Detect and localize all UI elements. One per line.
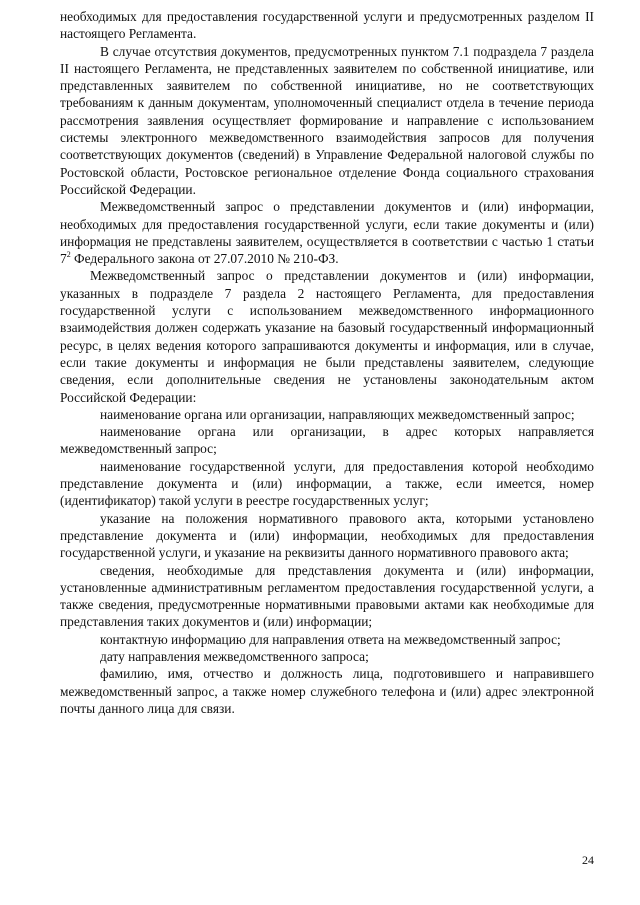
law-reference-text: Федерального закона от 27.07.2010 № 210-ФЗ. [70,251,339,267]
list-item: наименование государственной услуги, для предоставления которой необходимо представление документа и (или) информации, а также, если имеется, номер (идентификатор) такой услуги в реестре государственных услуг; [60,458,594,509]
list-item: дату направления межведомственного запроса; [100,648,369,664]
list-item: фамилию, имя, отчество и должность лица, подготовившего и направившего межведомственный запрос, а также номер служебного телефона и (или) адрес электронной почты данного лица для связи. [60,666,594,716]
paragraph-continuation: необходимых для предоставления государственной услуги и предусмотренных разделом II настоящего Регламента. [60,9,594,42]
page-number: 24 [582,853,594,867]
list-item: наименование органа или организации, в адрес которых направляется межведомственный запрос; [60,424,594,457]
list-item: контактную информацию для направления ответа на межведомственный запрос; [100,631,561,647]
list-item: сведения, необходимые для представления документа и (или) информации, установленные административным регламентом предоставления государственной услуги, а также сведения, предусмотренные нормативными правовыми актами как необходимые для представления таких документов и (или) информации; [60,562,594,630]
superscript-2: 2 [66,250,71,260]
list-item: указание на положения нормативного правового акта, которыми установлено представление документа и (или) информации, необходимых для предоставления государственной услуги, и указание на реквизиты данного нормативного правового акта; [60,510,594,561]
document-body [60,8,594,717]
list-item: наименование органа или организации, направляющих межведомственный запрос; [100,406,575,422]
paragraph-missing-documents: В случае отсутствия документов, предусмотренных пунктом 7.1 подраздела 7 раздела II настоящего Регламента, не представленных заявителем по собственной инициативе, или представленных заявителем по собственной инициативе, но не соответствующих требованиям к данным документам, уполномоченный специалист отдела в течение периода рассмотрения заявления осуществляет формирование и направление с использованием системы электронного межведомственного взаимодействия запросов для получения соответствующих документов (сведений) в Управление Федеральной налоговой службы по Ростовской области, Ростовское региональное отделение Фонда социального страхования Российской Федерации. [60,43,594,197]
paragraph-request-contents: Межведомственный запрос о представлении документов и (или) информации, указанных в подразделе 7 раздела 2 настоящего Регламента, для предоставления государственной услуги с использованием межведомственного информационного взаимодействия должен содержать указание на базовый государственный информационный ресурс, в целях ведения которого запрашиваются документы и информация, или в случае, если такие документы и информация не были представлены заявителем, следующие сведения, если дополнительные сведения не установлены законодательным актом Российской Федерации: [60,268,594,405]
paragraph-interagency-request [60,198,594,267]
interagency-request-text: Межведомственный запрос о представлении документов и (или) информации, необходимых для предоставления государственной услуги, если такие документы и (или) информация не представлены заявителем, осуществляется в соответствии с частью 1 статьи 7 [60,199,594,267]
